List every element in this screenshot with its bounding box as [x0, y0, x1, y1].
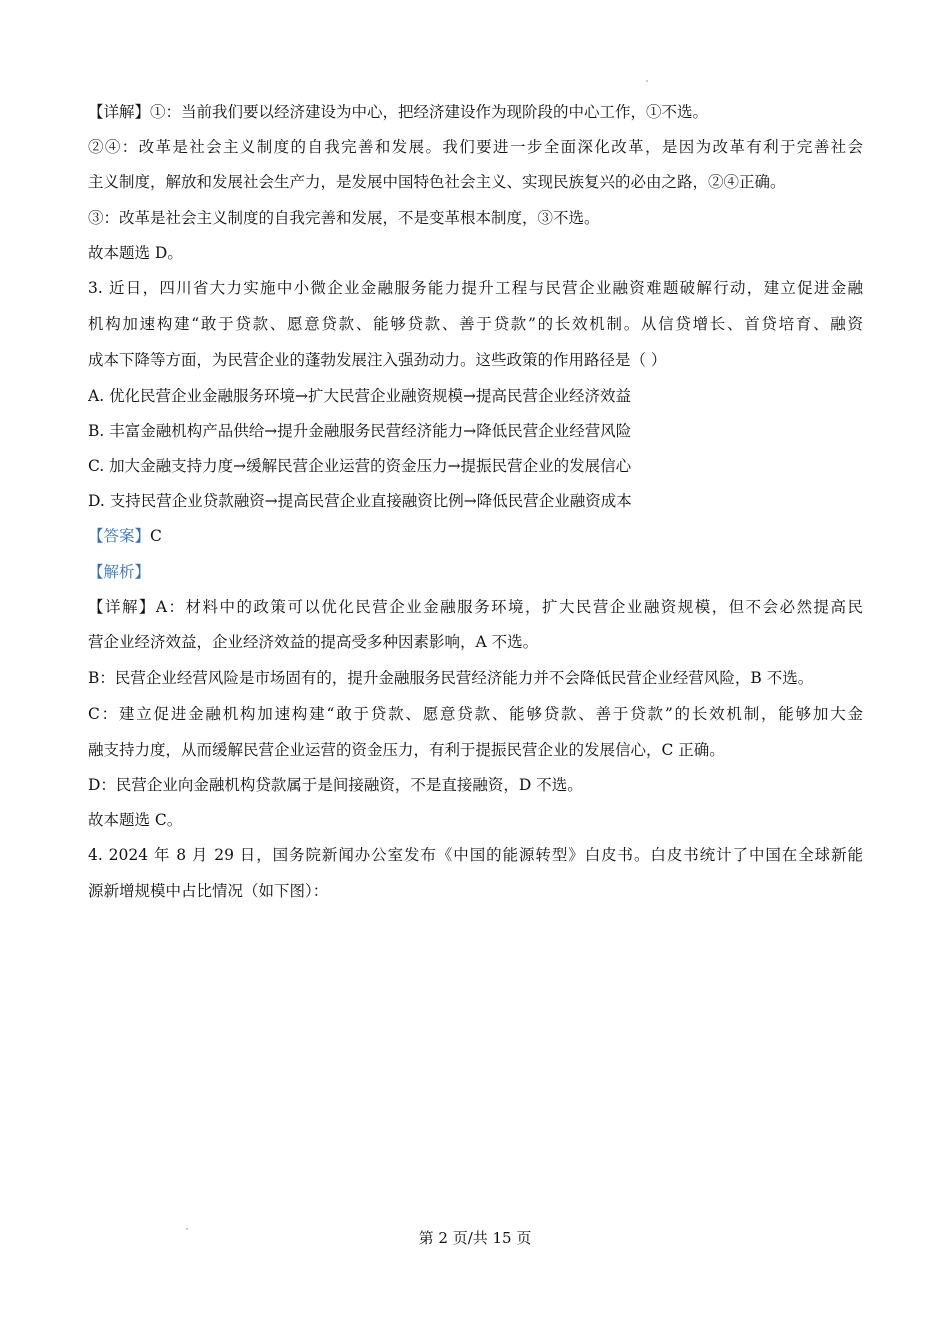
analysis-line: D：民营企业向金融机构贷款属于是间接融资，不是直接融资，D 不选。	[88, 776, 583, 794]
explanation-line: ③：改革是社会主义制度的自我完善和发展，不是变革根本制度，③不选。	[88, 209, 600, 227]
answer-line	[88, 526, 863, 546]
question-3-stem: 机构加速构建“敢于贷款、愿意贷款、能够贷款、善于贷款”的长效机制。从信贷增长、首贷培育、融资	[88, 315, 863, 333]
explanation-line: 主义制度，解放和发展社会生产力，是发展中国特色社会主义、实现民族复兴的必由之路，②④正确。	[88, 173, 786, 191]
analysis-label: 【解析】	[88, 563, 151, 581]
answer-value: C	[150, 527, 162, 545]
question-4-stem: 4. 2024 年 8 月 29 日，国务院新闻办公室发布《中国的能源转型》白皮书。白皮书统计了中国在全球新能	[88, 846, 863, 864]
analysis-line: 营企业经济效益，企业经济效益的提高受多种因素影响，A 不选。	[88, 633, 539, 651]
option-b: B. 丰富金融机构产品供给→提升金融服务民营经济能力→降低民营企业经营风险	[88, 422, 632, 440]
question-4-stem: 源新增规模中占比情况（如下图）：	[88, 882, 329, 900]
analysis-line: 【详解】A：材料中的政策可以优化民营企业金融服务环境，扩大民营企业融资规模，但不会必然提高民	[88, 598, 863, 616]
analysis-line: 融支持力度，从而缓解民营企业运营的资金压力，有利于提振民营企业的发展信心，C 正确。	[88, 741, 725, 759]
question-3-stem: 成本下降等方面，为民营企业的蓬勃发展注入强劲动力。这些政策的作用路径是（ ）	[88, 351, 667, 369]
explanation-line: ②④：改革是社会主义制度的自我完善和发展。我们要进一步全面深化改革，是因为改革有利于完善社会	[88, 138, 863, 156]
conclusion-line: 故本题选 D。	[88, 244, 183, 262]
option-c: C. 加大金融支持力度→缓解民营企业运营的资金压力→提振民营企业的发展信心	[88, 457, 632, 475]
option-d: D. 支持民营企业贷款融资→提高民营企业直接融资比例→降低民营企业融资成本	[88, 492, 632, 510]
conclusion-line: 故本题选 C。	[88, 811, 183, 829]
explanation-line: 【详解】①：当前我们要以经济建设为中心，把经济建设作为现阶段的中心工作，①不选。	[88, 103, 709, 121]
analysis-line: C：建立促进金融机构加速构建“敢于贷款、愿意贷款、能够贷款、善于贷款”的长效机制，能够加大金	[88, 705, 863, 723]
page-footer: 第 2 页/共 15 页	[418, 1229, 532, 1247]
analysis-line: B：民营企业经营风险是市场固有的，提升金融服务民营经济能力并不会降低民营企业经营风险，B 不选。	[88, 669, 814, 687]
question-3-stem: 3. 近日，四川省大力实施中小微企业金融服务能力提升工程与民营企业融资难题破解行动，建立促进金融	[88, 279, 863, 297]
option-a: A. 优化民营企业金融服务环境→扩大民营企业融资规模→提高民营企业经济效益	[88, 387, 632, 405]
scan-speck	[646, 80, 648, 82]
answer-label: 【答案】	[88, 527, 151, 545]
